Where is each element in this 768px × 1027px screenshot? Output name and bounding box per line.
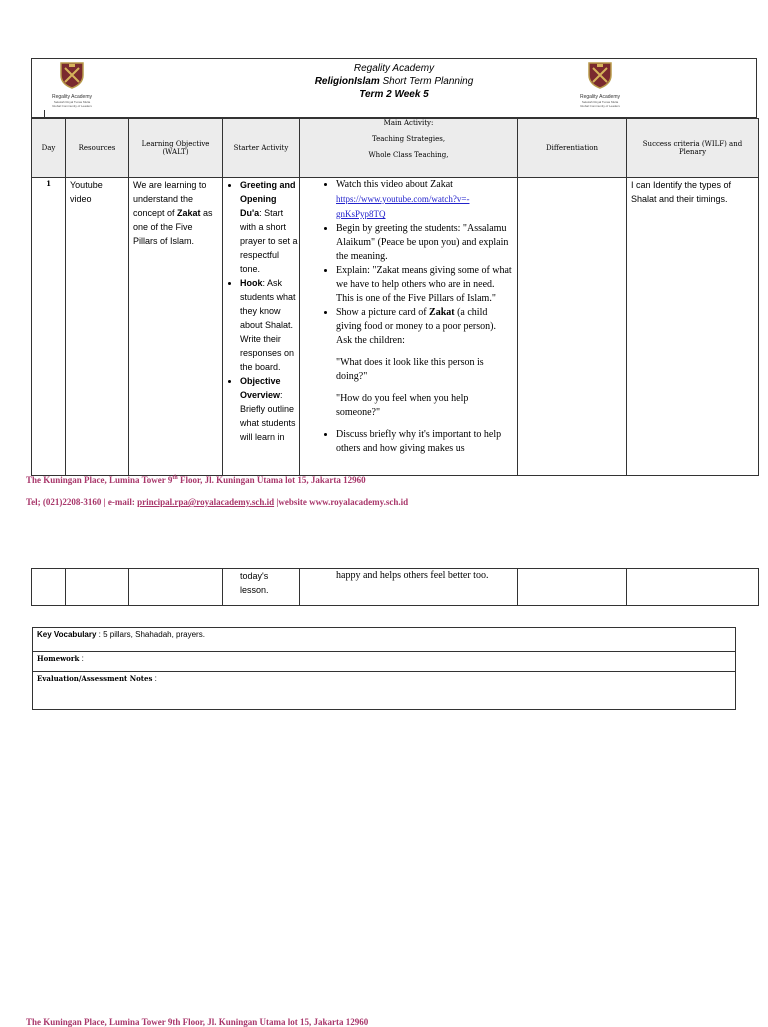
day-cell	[32, 178, 66, 476]
list-item: • Explain: "Zakat means giving some of what we have to help others who are in need. This is one of the Five Pillars of Islam."	[336, 264, 513, 306]
evaluation-cell	[33, 672, 736, 710]
key-vocabulary-value: : 5 pillars, Shahadah, prayers.	[96, 630, 205, 639]
planning-table	[31, 118, 759, 476]
starter-cell	[223, 178, 300, 476]
evaluation-value: :	[152, 674, 157, 683]
header-box	[31, 58, 757, 118]
success-cell	[627, 178, 759, 476]
table-row	[33, 652, 736, 672]
contact-tel: Tel; (021)2208-3160 | e-mail:	[26, 497, 138, 507]
objective-text	[129, 178, 222, 252]
day-cell-cont	[32, 569, 66, 606]
resources-cell-cont	[66, 569, 129, 606]
list-item	[240, 178, 299, 276]
objective-cell	[129, 178, 223, 476]
header-objective-line1: Learning Objective	[141, 140, 210, 148]
day-number: 1	[46, 179, 51, 188]
starter-item-text: : Ask students what they know about Shalat. Write their responses on the board.	[240, 278, 296, 372]
logo-sub-1: Sekolah Royal Tunas Mulia	[53, 100, 91, 104]
key-vocabulary-cell	[33, 628, 736, 652]
email-link[interactable]: principal.rpa@royalacademy.sch.id	[137, 497, 275, 507]
table-row	[33, 672, 736, 710]
header-starter: Starter Activity	[223, 119, 300, 178]
header-main	[300, 119, 518, 178]
logo-sub-1-right: Sekolah Royal Tunas Mulia	[581, 100, 619, 104]
contact-website: |website www.royalacademy.sch.id	[274, 497, 409, 507]
crest-logo-right-icon	[587, 61, 613, 89]
success-cell-cont	[627, 569, 759, 606]
main-activity-list	[300, 178, 517, 456]
starter-item-title: Hook	[240, 278, 263, 288]
main-activity-cell-cont	[300, 569, 518, 606]
starter-item-title: Objective Overview	[240, 376, 281, 400]
header-objective-line2: (WALT)	[162, 148, 189, 156]
main-item4-keyword: Zakat	[429, 307, 455, 318]
footer-address-bottom: The Kuningan Place, Lumina Tower 9th Floor, Jl. Kuningan Utama lot 15, Jakarta 12960	[26, 1017, 369, 1027]
key-vocabulary-label: Key Vocabulary	[37, 630, 97, 639]
term-week: Term 2 Week 5	[359, 89, 429, 100]
main-activity-cell	[300, 178, 518, 476]
address-pre: The Kuningan Place, Lumina Tower 9	[26, 475, 173, 485]
main-item-video: Watch this video about Zakat	[336, 179, 453, 190]
logo-sub-2-right: Global Community of Leaders	[580, 104, 620, 108]
list-item	[240, 276, 299, 374]
logo-sub-2: Global Community of Leaders	[52, 104, 92, 108]
header-resources: Resources	[66, 119, 129, 178]
main-continued: happy and helps others feel better too.	[336, 570, 489, 581]
objective-cell-cont	[129, 569, 223, 606]
footer-address	[26, 475, 366, 485]
question-2: "How do you feel when you help someone?"	[336, 393, 469, 418]
resources-text: Youtube video	[70, 180, 103, 204]
header-success-line1: Success criteria (WILF) and	[642, 140, 743, 148]
objective-post: as one of the Five Pillars of Islam.	[133, 208, 213, 246]
school-logo-right	[570, 61, 630, 108]
list-item: • Discuss briefly why it's important to help others and how giving makes us	[336, 428, 513, 456]
question-1: "What does it look like this person is doing?"	[336, 357, 484, 382]
header-corner	[31, 58, 43, 59]
homework-value: :	[79, 654, 84, 663]
address-post: Floor, Jl. Kuningan Utama lot 15, Jakarta 12960	[177, 475, 366, 485]
plan-title	[32, 75, 756, 88]
header-main-line2: Teaching Strategies,	[371, 135, 446, 143]
table-row	[32, 569, 759, 606]
header-main-line3: Whole Class Teaching,	[368, 151, 449, 159]
starter-cell-cont	[223, 569, 300, 606]
logo-caption: Regality Academy	[51, 94, 93, 100]
table-header-row	[32, 119, 759, 178]
header-success	[627, 119, 759, 178]
list-item	[336, 178, 513, 222]
objective-pre: We are learning to understand the concept of	[133, 180, 207, 218]
address-sup: th	[172, 475, 178, 481]
starter-item-text: : Briefly outline what students will learn in	[240, 390, 296, 442]
header-main-line1: Main Activity:	[383, 119, 434, 127]
objective-keyword: Zakat	[177, 208, 201, 218]
header-day: Day	[32, 119, 66, 178]
youtube-link[interactable]: https://www.youtube.com/watch?v=-gnKsPyp8TQ	[336, 194, 470, 219]
header-rule	[105, 58, 212, 59]
success-text: I can Identify the types of Shalat and their timings.	[631, 180, 732, 204]
main-item4-pre: Show a picture card of	[336, 307, 430, 318]
differentiation-cell-cont	[518, 569, 627, 606]
list-item: • Begin by greeting the students: "Assalamu Alaikum" (Peace be upon you) and explain the meaning.	[336, 222, 513, 264]
plan-type: Short Term Planning	[379, 76, 474, 87]
table-row	[32, 178, 759, 476]
logo-caption-right: Regality Academy	[579, 94, 621, 100]
differentiation-cell	[518, 178, 627, 476]
starter-item-text: : Start with a short prayer to set a respectful tone.	[240, 208, 298, 274]
starter-continued: today's lesson.	[240, 571, 269, 595]
vocab-table	[32, 627, 736, 710]
list-item	[336, 306, 513, 420]
footer-contact	[26, 497, 408, 507]
planning-table-continued	[31, 568, 759, 606]
resources-cell	[66, 178, 129, 476]
header-differentiation: Differentiation	[518, 119, 627, 178]
homework-cell	[33, 652, 736, 672]
school-name: Regality Academy	[353, 63, 435, 74]
starter-list	[223, 178, 299, 444]
header-objective	[129, 119, 223, 178]
subject-name: ReligionIslam	[314, 76, 380, 87]
header-rule	[463, 58, 571, 59]
starter-item-title: Greeting and Opening Du'a	[240, 180, 296, 218]
list-item	[240, 374, 299, 444]
header-success-line2: Plenary	[678, 148, 707, 156]
evaluation-label: Evaluation/Assessment Notes	[37, 674, 153, 683]
table-row	[33, 628, 736, 652]
homework-label: Homework	[37, 654, 80, 663]
main-item4-post: (a child giving food or money to a poor person). Ask the children:	[336, 307, 496, 346]
